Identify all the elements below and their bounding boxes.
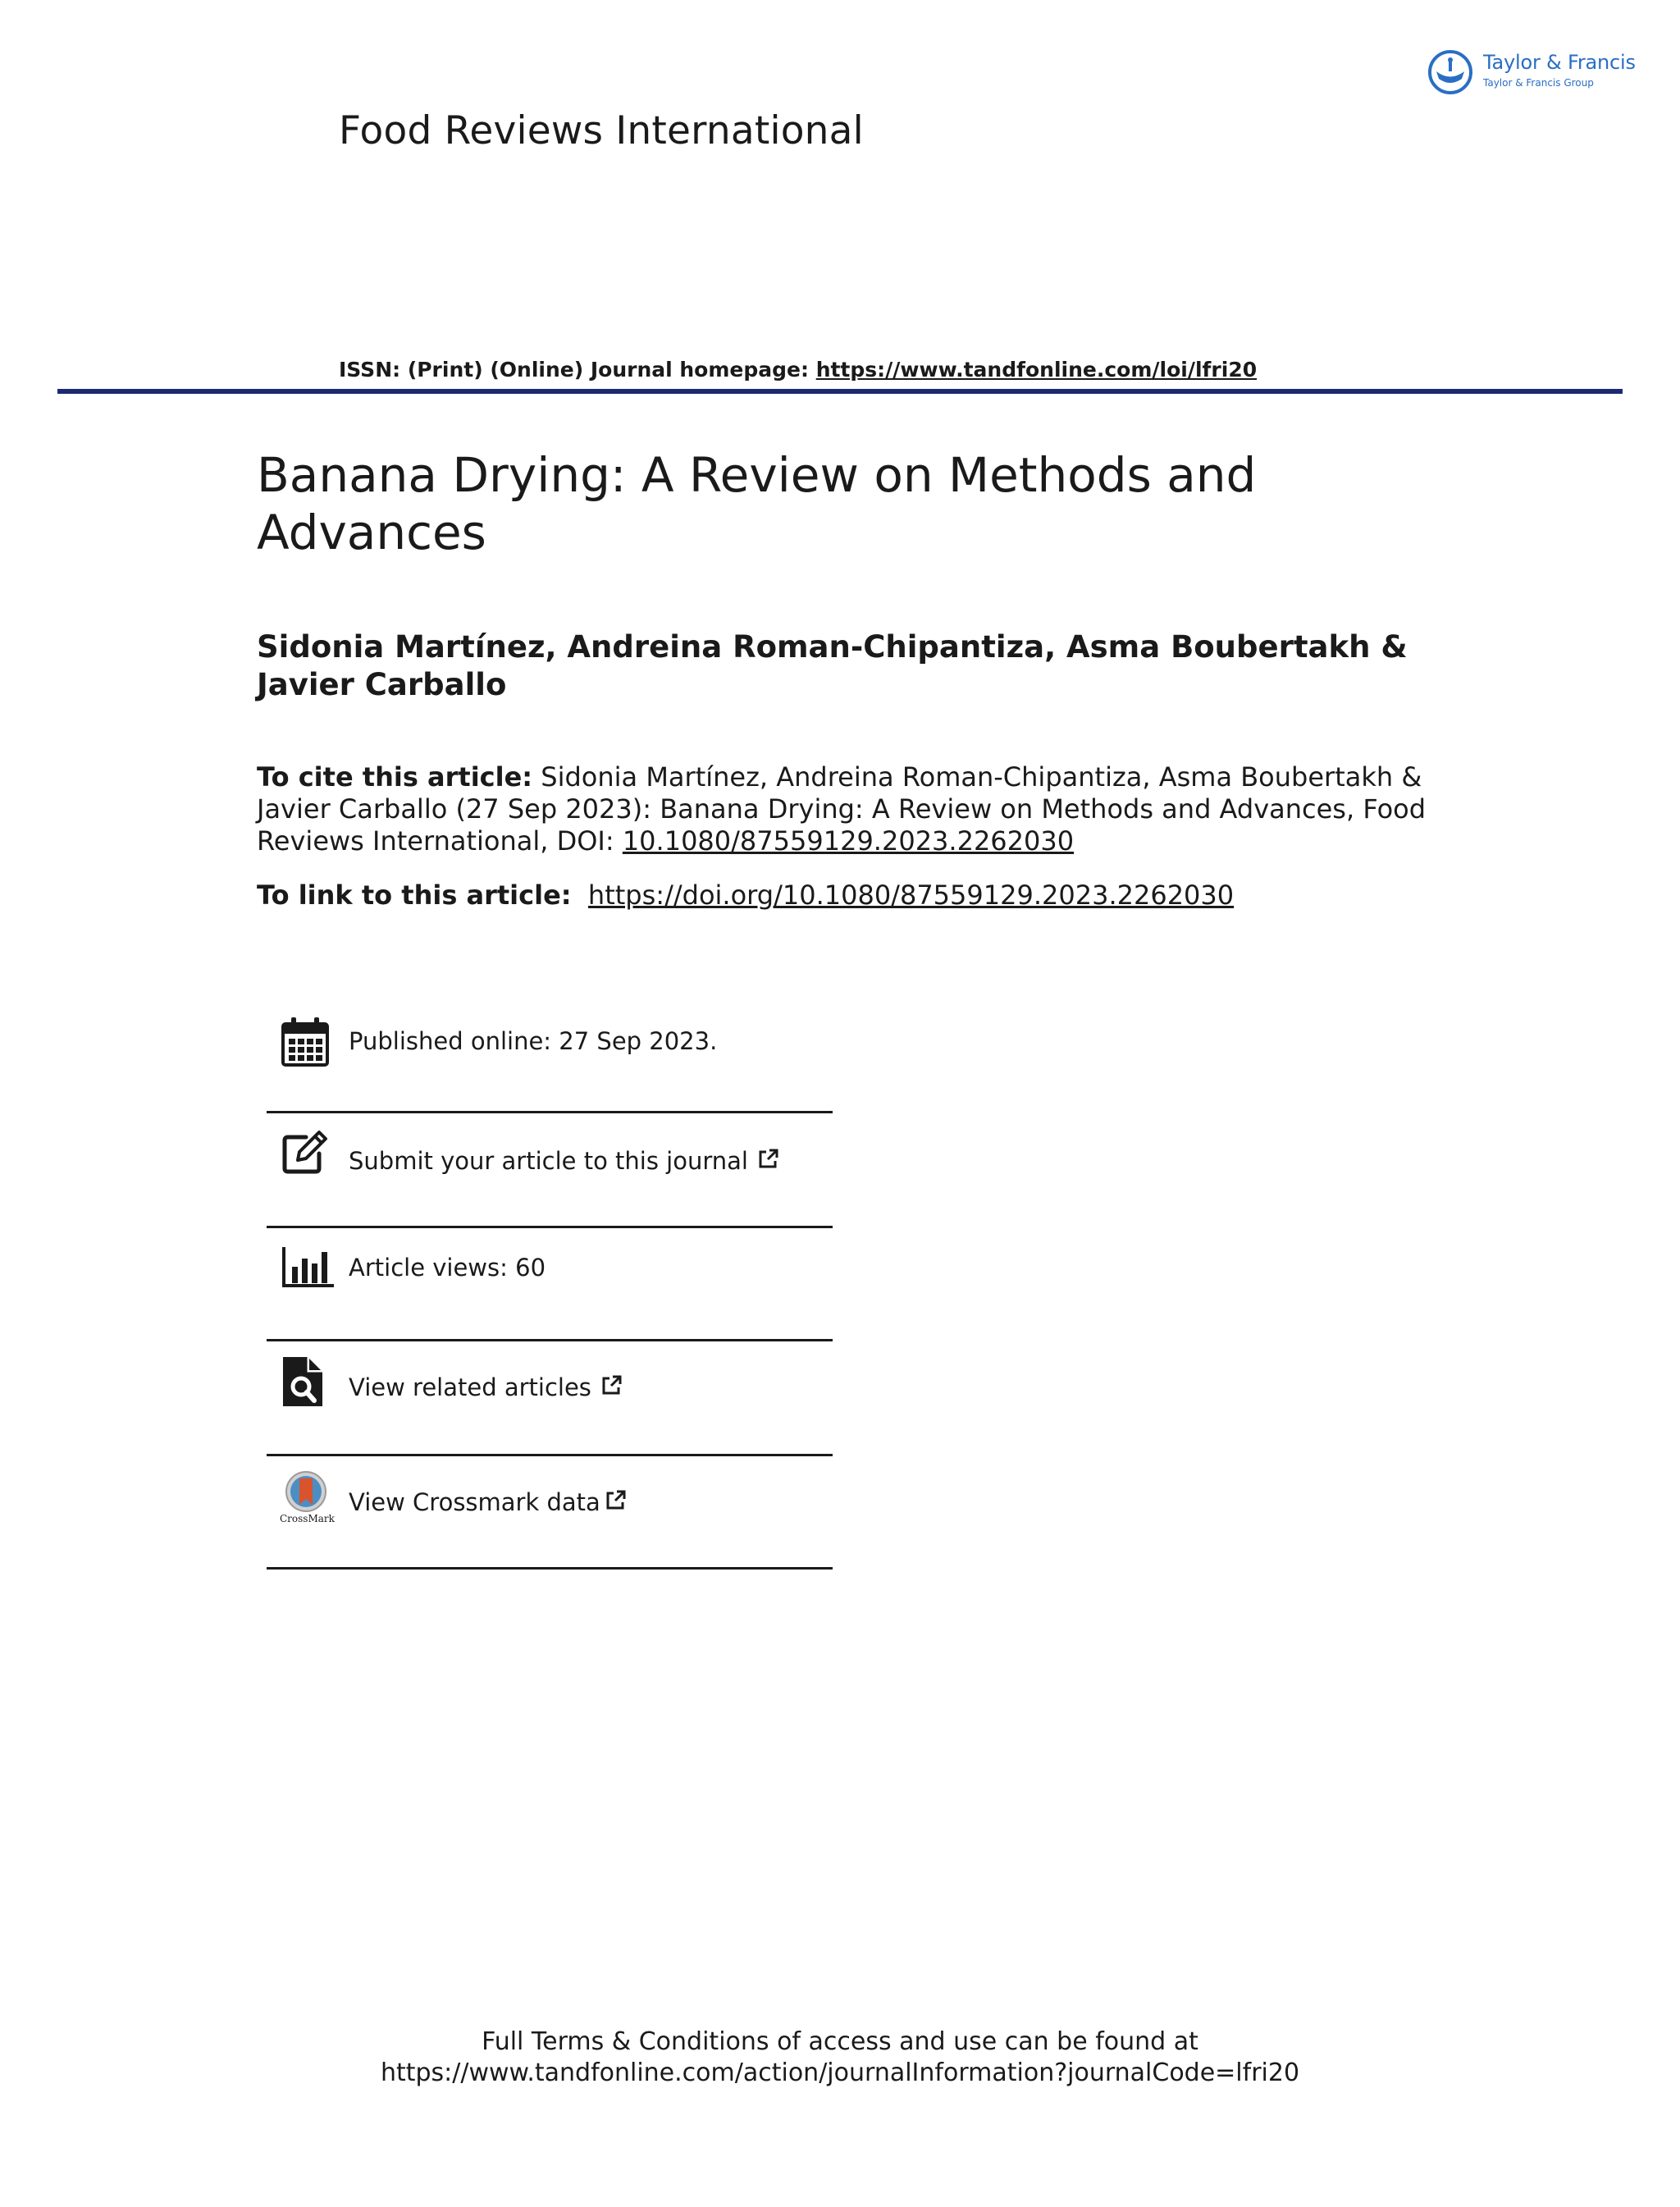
pencil-square-icon xyxy=(281,1131,331,1175)
article-doi-url[interactable]: https://doi.org/10.1080/87559129.2023.2262030 xyxy=(587,880,1235,911)
link-label: To link to this article: xyxy=(257,880,572,911)
crossmark-label: View Crossmark data xyxy=(349,1488,600,1516)
external-link-icon xyxy=(604,1489,627,1512)
info-divider xyxy=(267,1226,833,1228)
published-online-text: Published online: 27 Sep 2023. xyxy=(349,1027,718,1055)
external-link-icon xyxy=(600,1374,623,1397)
crossmark-icon xyxy=(280,1470,332,1513)
related-articles-label: View related articles xyxy=(349,1373,591,1401)
info-divider xyxy=(267,1111,833,1113)
submit-article-item[interactable] xyxy=(267,1127,833,1193)
terms-footer-line1: Full Terms & Conditions of access and use can be found at xyxy=(482,2027,1198,2056)
article-title: Banana Drying: A Review on Methods and Advances xyxy=(257,447,1257,560)
article-views-text: Article views: 60 xyxy=(349,1254,546,1282)
related-articles-link[interactable] xyxy=(349,1373,623,1401)
related-articles-item[interactable] xyxy=(267,1355,833,1421)
terms-footer-url[interactable]: https://www.tandfonline.com/action/journalInformation?journalCode=lfri20 xyxy=(380,2058,1300,2087)
crossmark-item[interactable] xyxy=(267,1470,833,1536)
journal-homepage-link[interactable]: https://www.tandfonline.com/loi/lfri20 xyxy=(815,358,1258,382)
submit-article-label: Submit your article to this journal xyxy=(349,1147,748,1175)
header-divider xyxy=(57,389,1623,394)
info-divider xyxy=(267,1567,833,1570)
crossmark-link[interactable] xyxy=(349,1488,627,1516)
issn-line xyxy=(339,358,1257,382)
article-authors: Sidonia Martínez, Andreina Roman-Chipantiza, Asma Boubertakh & Javier Carballo xyxy=(257,629,1408,702)
published-online-item xyxy=(267,1012,833,1078)
crossmark-badge xyxy=(280,1470,335,1526)
publisher-name: Taylor & Francis xyxy=(1483,51,1636,74)
calendar-icon xyxy=(281,1017,329,1067)
publisher-logo xyxy=(1427,48,1636,98)
info-divider xyxy=(267,1339,833,1341)
external-link-icon xyxy=(756,1148,779,1171)
submit-article-link[interactable] xyxy=(349,1147,779,1175)
info-divider xyxy=(267,1454,833,1456)
cite-doi-link[interactable]: 10.1080/87559129.2023.2262030 xyxy=(622,825,1075,857)
cite-text: Sidonia Martínez, Andreina Roman-Chipantiza, Asma Boubertakh & Javier Carballo (27 Sep 2023): Banana Drying: A Review on Methods and Advances, Food Reviews International, DOI: xyxy=(257,761,1427,857)
journal-title: Food Reviews International xyxy=(339,108,864,153)
cite-label: To cite this article: xyxy=(257,761,533,793)
article-link-line xyxy=(257,880,1234,911)
citation xyxy=(257,761,1446,857)
publisher-group: Taylor & Francis Group xyxy=(1483,77,1594,89)
publisher-logo-icon xyxy=(1427,49,1473,95)
issn-text: ISSN: (Print) (Online) Journal homepage: xyxy=(339,358,816,382)
document-search-icon xyxy=(281,1355,327,1408)
bar-chart-icon xyxy=(281,1245,336,1288)
crossmark-badge-text: CrossMark xyxy=(280,1513,335,1524)
article-views-item xyxy=(267,1242,833,1308)
terms-footer xyxy=(0,2027,1680,2089)
